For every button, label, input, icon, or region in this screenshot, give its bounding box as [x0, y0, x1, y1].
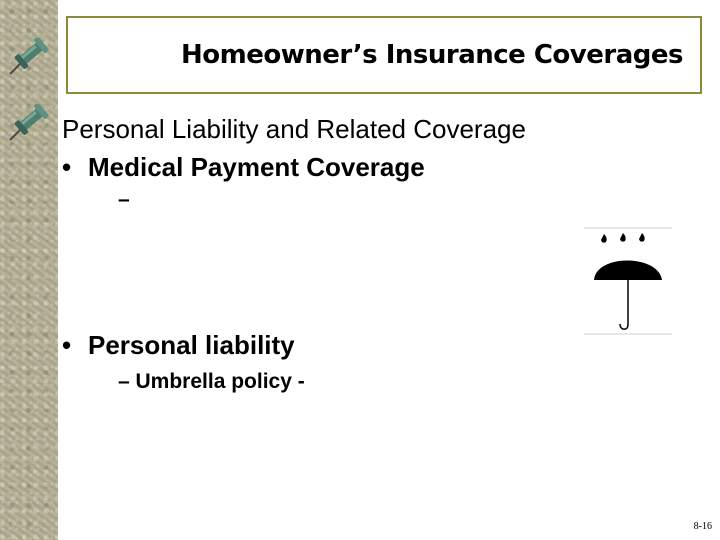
section-subheading: Personal Liability and Related Coverage [62, 114, 526, 144]
sub-bullet-medical-payment: – [118, 188, 130, 211]
slide-title: Homeowner’s Insurance Coverages [181, 40, 683, 70]
bullet-label: Personal liability [88, 330, 295, 360]
title-box [66, 16, 702, 94]
sub-bullet-umbrella-policy: – Umbrella policy - [118, 370, 305, 393]
textured-side-strip [0, 0, 58, 540]
pushpin-icon [4, 104, 50, 144]
bullet-marker: • [62, 152, 72, 182]
slide-number: 8-16 [693, 521, 712, 532]
umbrella-icon [582, 226, 674, 336]
pushpin-icon [4, 38, 50, 78]
bullet-label: Medical Payment Coverage [88, 152, 425, 182]
bullet-medical-payment [62, 152, 425, 183]
bullet-personal-liability [62, 330, 295, 361]
bullet-marker: • [62, 330, 72, 360]
